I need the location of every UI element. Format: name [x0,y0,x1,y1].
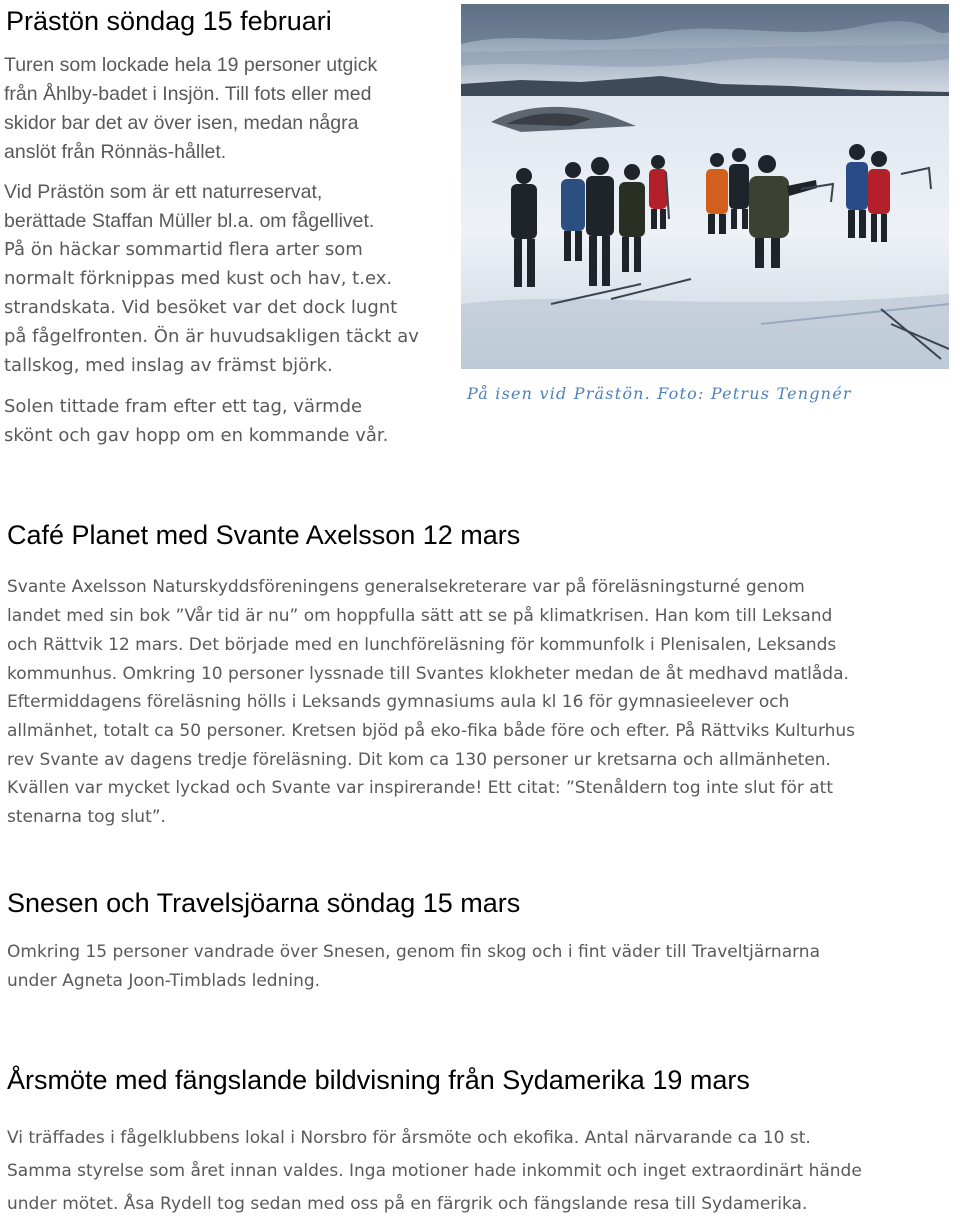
text-line: under mötet. Åsa Rydell tog sedan med oss på en färgrik och fängslande resa till Sydamerika. [7,1194,808,1214]
text-line: på fågelfronten. Ön är huvudsakligen täckt av [4,326,419,347]
text-line: Turen som lockade hela 19 personer utgick [4,54,378,76]
text-line: normalt förknippas med kust och hav, t.ex. [4,268,393,289]
text-line: anslöt från Rönnäs-hållet. [4,141,227,163]
photo-caption: På isen vid Prästön. Foto: Petrus Tengnér [467,384,852,403]
text-line: och Rättvik 12 mars. Det började med en lunchföreläsning för kommunfolk i Plenisalen, Leksands [7,635,837,655]
section-title-arsmote: Årsmöte med fängslande bildvisning från Sydamerika 19 mars [7,1065,750,1095]
text-line: Samma styrelse som året innan valdes. Inga motioner hade inkommit och inget extraordinärt hände [7,1161,862,1181]
text-line: skidor bar det av över isen, medan några [4,112,359,134]
text-line: stenarna tog slut”. [7,807,166,827]
text-line: Solen tittade fram efter ett tag, värmde [4,396,363,417]
text-line: under Agneta Joon-Timblads ledning. [7,971,321,991]
text-line: berättade Staffan Müller bl.a. om fågellivet. [4,210,375,232]
section-title-prastön: Prästön söndag 15 februari [6,6,332,36]
text-line: På ön häckar sommartid flera arter som [4,239,363,260]
text-line: tallskog, med inslag av främst björk. [4,355,333,376]
text-line: Eftermiddagens föreläsning hölls i Leksands gymnasiums aula kl 16 för gymnasieelever och [7,692,790,712]
section-title-snesen: Snesen och Travelsjöarna söndag 15 mars [7,888,521,918]
text-line: Omkring 15 personer vandrade över Snesen, genom fin skog och i fint väder till Traveltjärnarna [7,942,821,962]
text-line: allmänhet, totalt ca 50 personer. Kretsen bjöd på eko-fika både före och efter. På Rättviks Kulturhus [7,721,856,741]
photo-group-on-ice [461,4,949,369]
text-line: skönt och gav hopp om en kommande vår. [4,425,389,446]
text-line: Svante Axelsson Naturskyddsföreningens generalsekreterare var på föreläsningsturné genom [7,577,805,597]
text-line: landet med sin bok ”Vår tid är nu” om hoppfulla sätt att se på klimatkrisen. Han kom till Leksand [7,606,833,626]
text-line: Vid Prästön som är ett naturreservat, [4,181,323,203]
section-title-cafe-planet: Café Planet med Svante Axelsson 12 mars [7,520,521,550]
text-line: Vi träffades i fågelklubbens lokal i Norsbro för årsmöte och ekofika. Antal närvarande ca 10 st. [7,1128,811,1148]
text-line: strandskata. Vid besöket var det dock lugnt [4,297,398,318]
text-line: från Åhlby-badet i Insjön. Till fots eller med [4,83,372,105]
text-line: rev Svante av dagens tredje föreläsning. Dit kom ca 130 personer ur kretsarna och allmänheten. [7,750,831,770]
text-line: Kvällen var mycket lyckad och Svante var inspirerande! Ett citat: ”Stenåldern tog inte slut för att [7,778,833,798]
section-body-prastön [4,0,454,460]
text-line: kommunhus. Omkring 10 personer lyssnade till Svantes klokheter medan de åt medhavd matlåda. [7,664,849,684]
